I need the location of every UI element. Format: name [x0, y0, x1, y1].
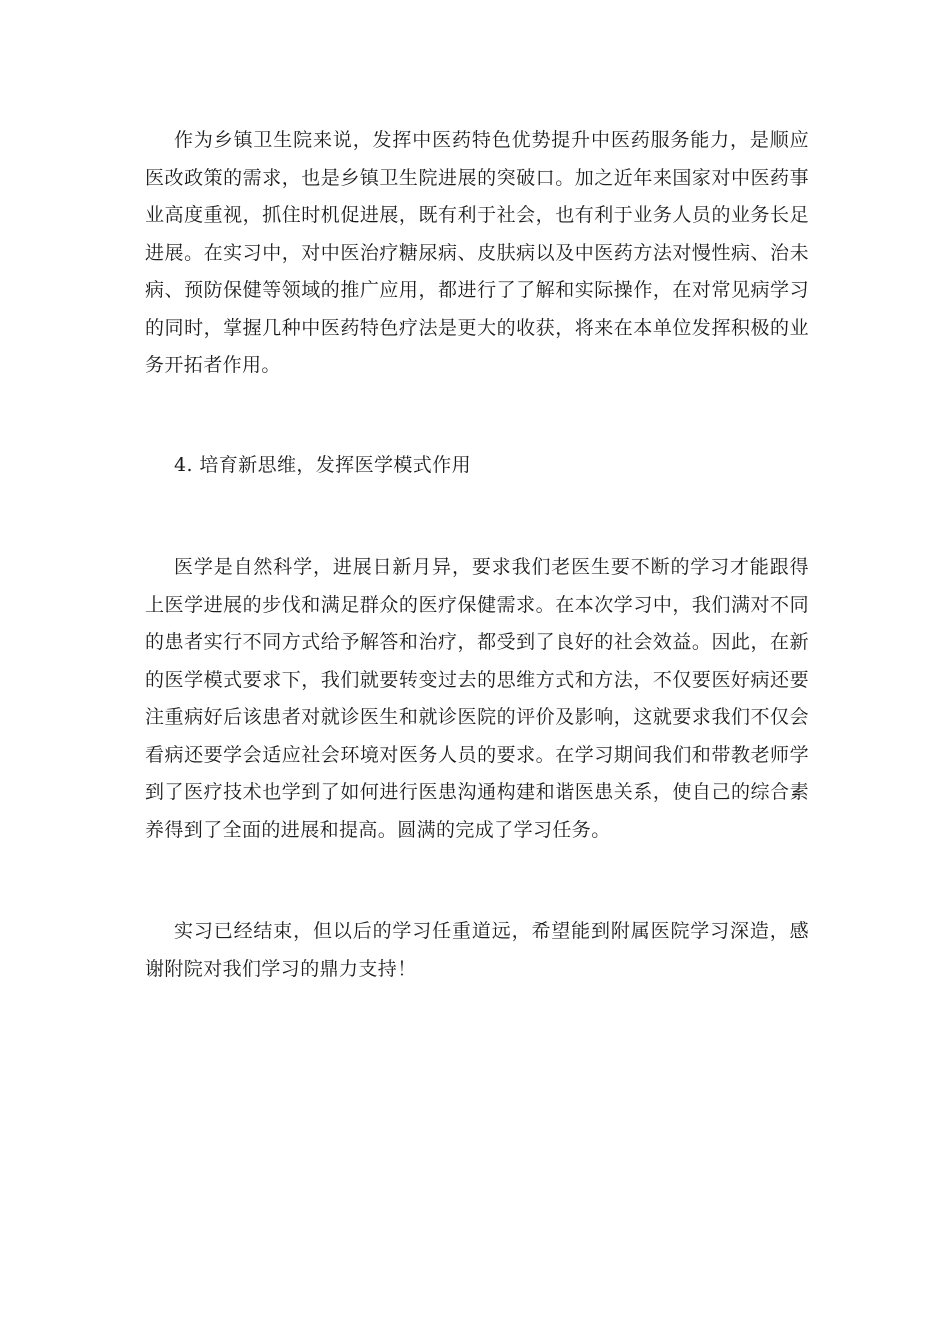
paragraph-conclusion: 实习已经结束，但以后的学习任重道远，希望能到附属医院学习深造，感谢附院对我们学习的鼎力支持！: [145, 920, 809, 980]
paragraph-tcm-services: 作为乡镇卫生院来说，发挥中医药特色优势提升中医药服务能力，是顺应医改政策的需求，也是乡镇卫生院进展的突破口。加之近年来国家对中医药事业高度重视，抓住时机促进展，既有利于社会，也有利于业务人员的业务长足进展。在实习中，对中医治疗糖尿病、皮肤病以及中医药方法对慢性病、治未病、预防保健等领域的推广应用，都进行了了解和实际操作，在对常见病学习的同时，掌握几种中医药特色疗法是更大的收获，将来在本单位发挥积极的业务开拓者作用。: [145, 129, 809, 376]
section-heading-4: 4. 培育新思维，发挥医学模式作用: [174, 454, 471, 476]
paragraph-medical-model: 医学是自然科学，进展日新月异，要求我们老医生要不断的学习才能跟得上医学进展的步伐和满足群众的医疗保健需求。在本次学习中，我们满对不同的患者实行不同方式给予解答和治疗，都受到了良好的社会效益。因此，在新的医学模式要求下，我们就要转变过去的思维方式和方法，不仅要医好病还要注重病好后该患者对就诊医生和就诊医院的评价及影响，这就要求我们不仅会看病还要学会适应社会环境对医务人员的要求。在学习期间我们和带教老师学到了医疗技术也学到了如何进行医患沟通构建和谐医患关系，使自己的综合素养得到了全面的进展和提高。圆满的完成了学习任务。: [145, 556, 809, 841]
